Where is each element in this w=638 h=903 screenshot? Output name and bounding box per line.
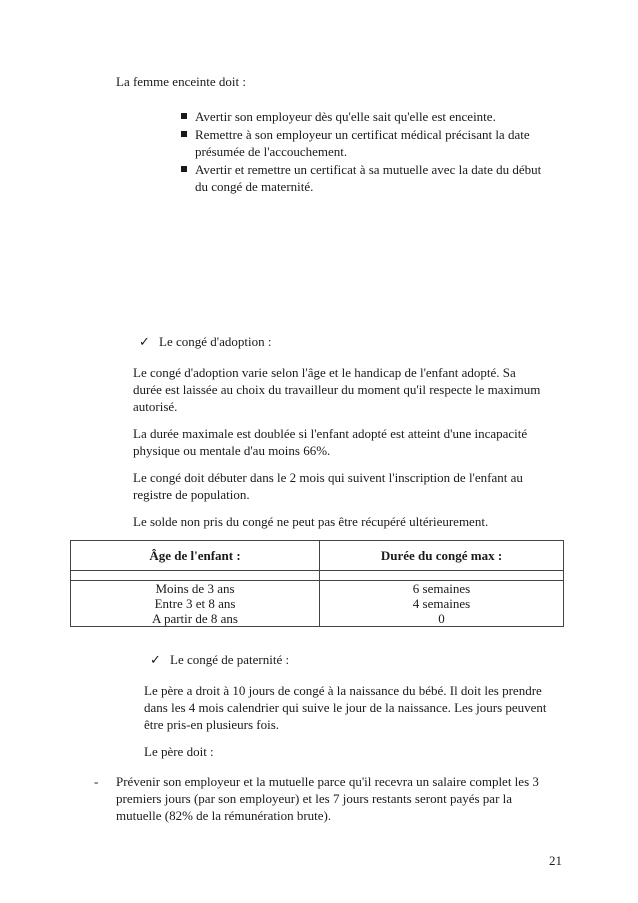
paragraph-line: durée est laissée au choix du travailleur du moment qu'il respecte le maximum: [133, 382, 541, 397]
paragraph-line: Le congé d'adoption varie selon l'âge et le handicap de l'enfant adopté. Sa: [133, 365, 516, 380]
section-heading-adoption: ✓ Le congé d'adoption :: [139, 334, 272, 349]
list-item-continuation: présumée de l'accouchement.: [195, 144, 348, 159]
paragraph-line: mutuelle (82% de la rémunération brute).: [116, 808, 332, 823]
table-cell: 0: [320, 611, 564, 627]
list-item: Avertir et remettre un certificat à sa mutuelle avec la date du début: [181, 161, 541, 178]
dash-bullet: -: [94, 774, 99, 789]
paragraph-line: premiers jours (par son employeur) et les 7 jours restants seront payés par la: [116, 791, 513, 806]
checkmark-icon: ✓: [150, 652, 161, 667]
square-bullet-icon: [181, 166, 187, 172]
adoption-duration-table: [70, 540, 564, 627]
paragraph-line: registre de population.: [133, 487, 250, 502]
section-heading-paternite: ✓ Le congé de paternité :: [150, 652, 290, 667]
table-row: [71, 581, 564, 597]
paragraph-line: autorisé.: [133, 399, 178, 414]
square-bullet-icon: [181, 113, 187, 119]
paragraph-line: Le congé doit débuter dans le 2 mois qui suivent l'inscription de l'enfant au: [133, 470, 523, 485]
checkmark-icon: ✓: [139, 334, 150, 349]
square-bullet-icon: [181, 131, 187, 137]
table-cell: 6 semaines: [320, 581, 564, 597]
table-header: Âge de l'enfant :: [71, 541, 320, 571]
table-cell: 4 semaines: [320, 596, 564, 611]
intro-text: La femme enceinte doit :: [116, 74, 246, 89]
paragraph-line: Le solde non pris du congé ne peut pas être récupéré ultérieurement.: [133, 514, 489, 529]
table-cell: Entre 3 et 8 ans: [71, 596, 320, 611]
list-item: Remettre à son employeur un certificat médical précisant la date: [181, 126, 530, 143]
table-spacer: [320, 571, 564, 581]
paragraph-line: Le père a droit à 10 jours de congé à la naissance du bébé. Il doit les prendre: [144, 683, 542, 698]
table-row: [71, 611, 564, 627]
list-item-continuation: du congé de maternité.: [195, 179, 314, 194]
list-item: Avertir son employeur dès qu'elle sait qu'elle est enceinte.: [181, 108, 496, 125]
table-header: Durée du congé max :: [320, 541, 564, 571]
paragraph-line: être pris-en plusieurs fois.: [144, 717, 280, 732]
table-row: [71, 596, 564, 611]
table-cell: A partir de 8 ans: [71, 611, 320, 627]
table-cell: Moins de 3 ans: [71, 581, 320, 597]
paragraph-line: physique ou mentale d'au moins 66%.: [133, 443, 331, 458]
paragraph-line: Prévenir son employeur et la mutuelle parce qu'il recevra un salaire complet les 3: [116, 774, 539, 789]
table-spacer: [71, 571, 320, 581]
page-number: 21: [549, 853, 562, 868]
paragraph-line: dans les 4 mois calendrier qui suive le jour de la naissance. Les jours peuvent: [144, 700, 547, 715]
paragraph-line: La durée maximale est doublée si l'enfant adopté est atteint d'une incapacité: [133, 426, 528, 441]
paragraph-line: Le père doit :: [144, 744, 214, 759]
